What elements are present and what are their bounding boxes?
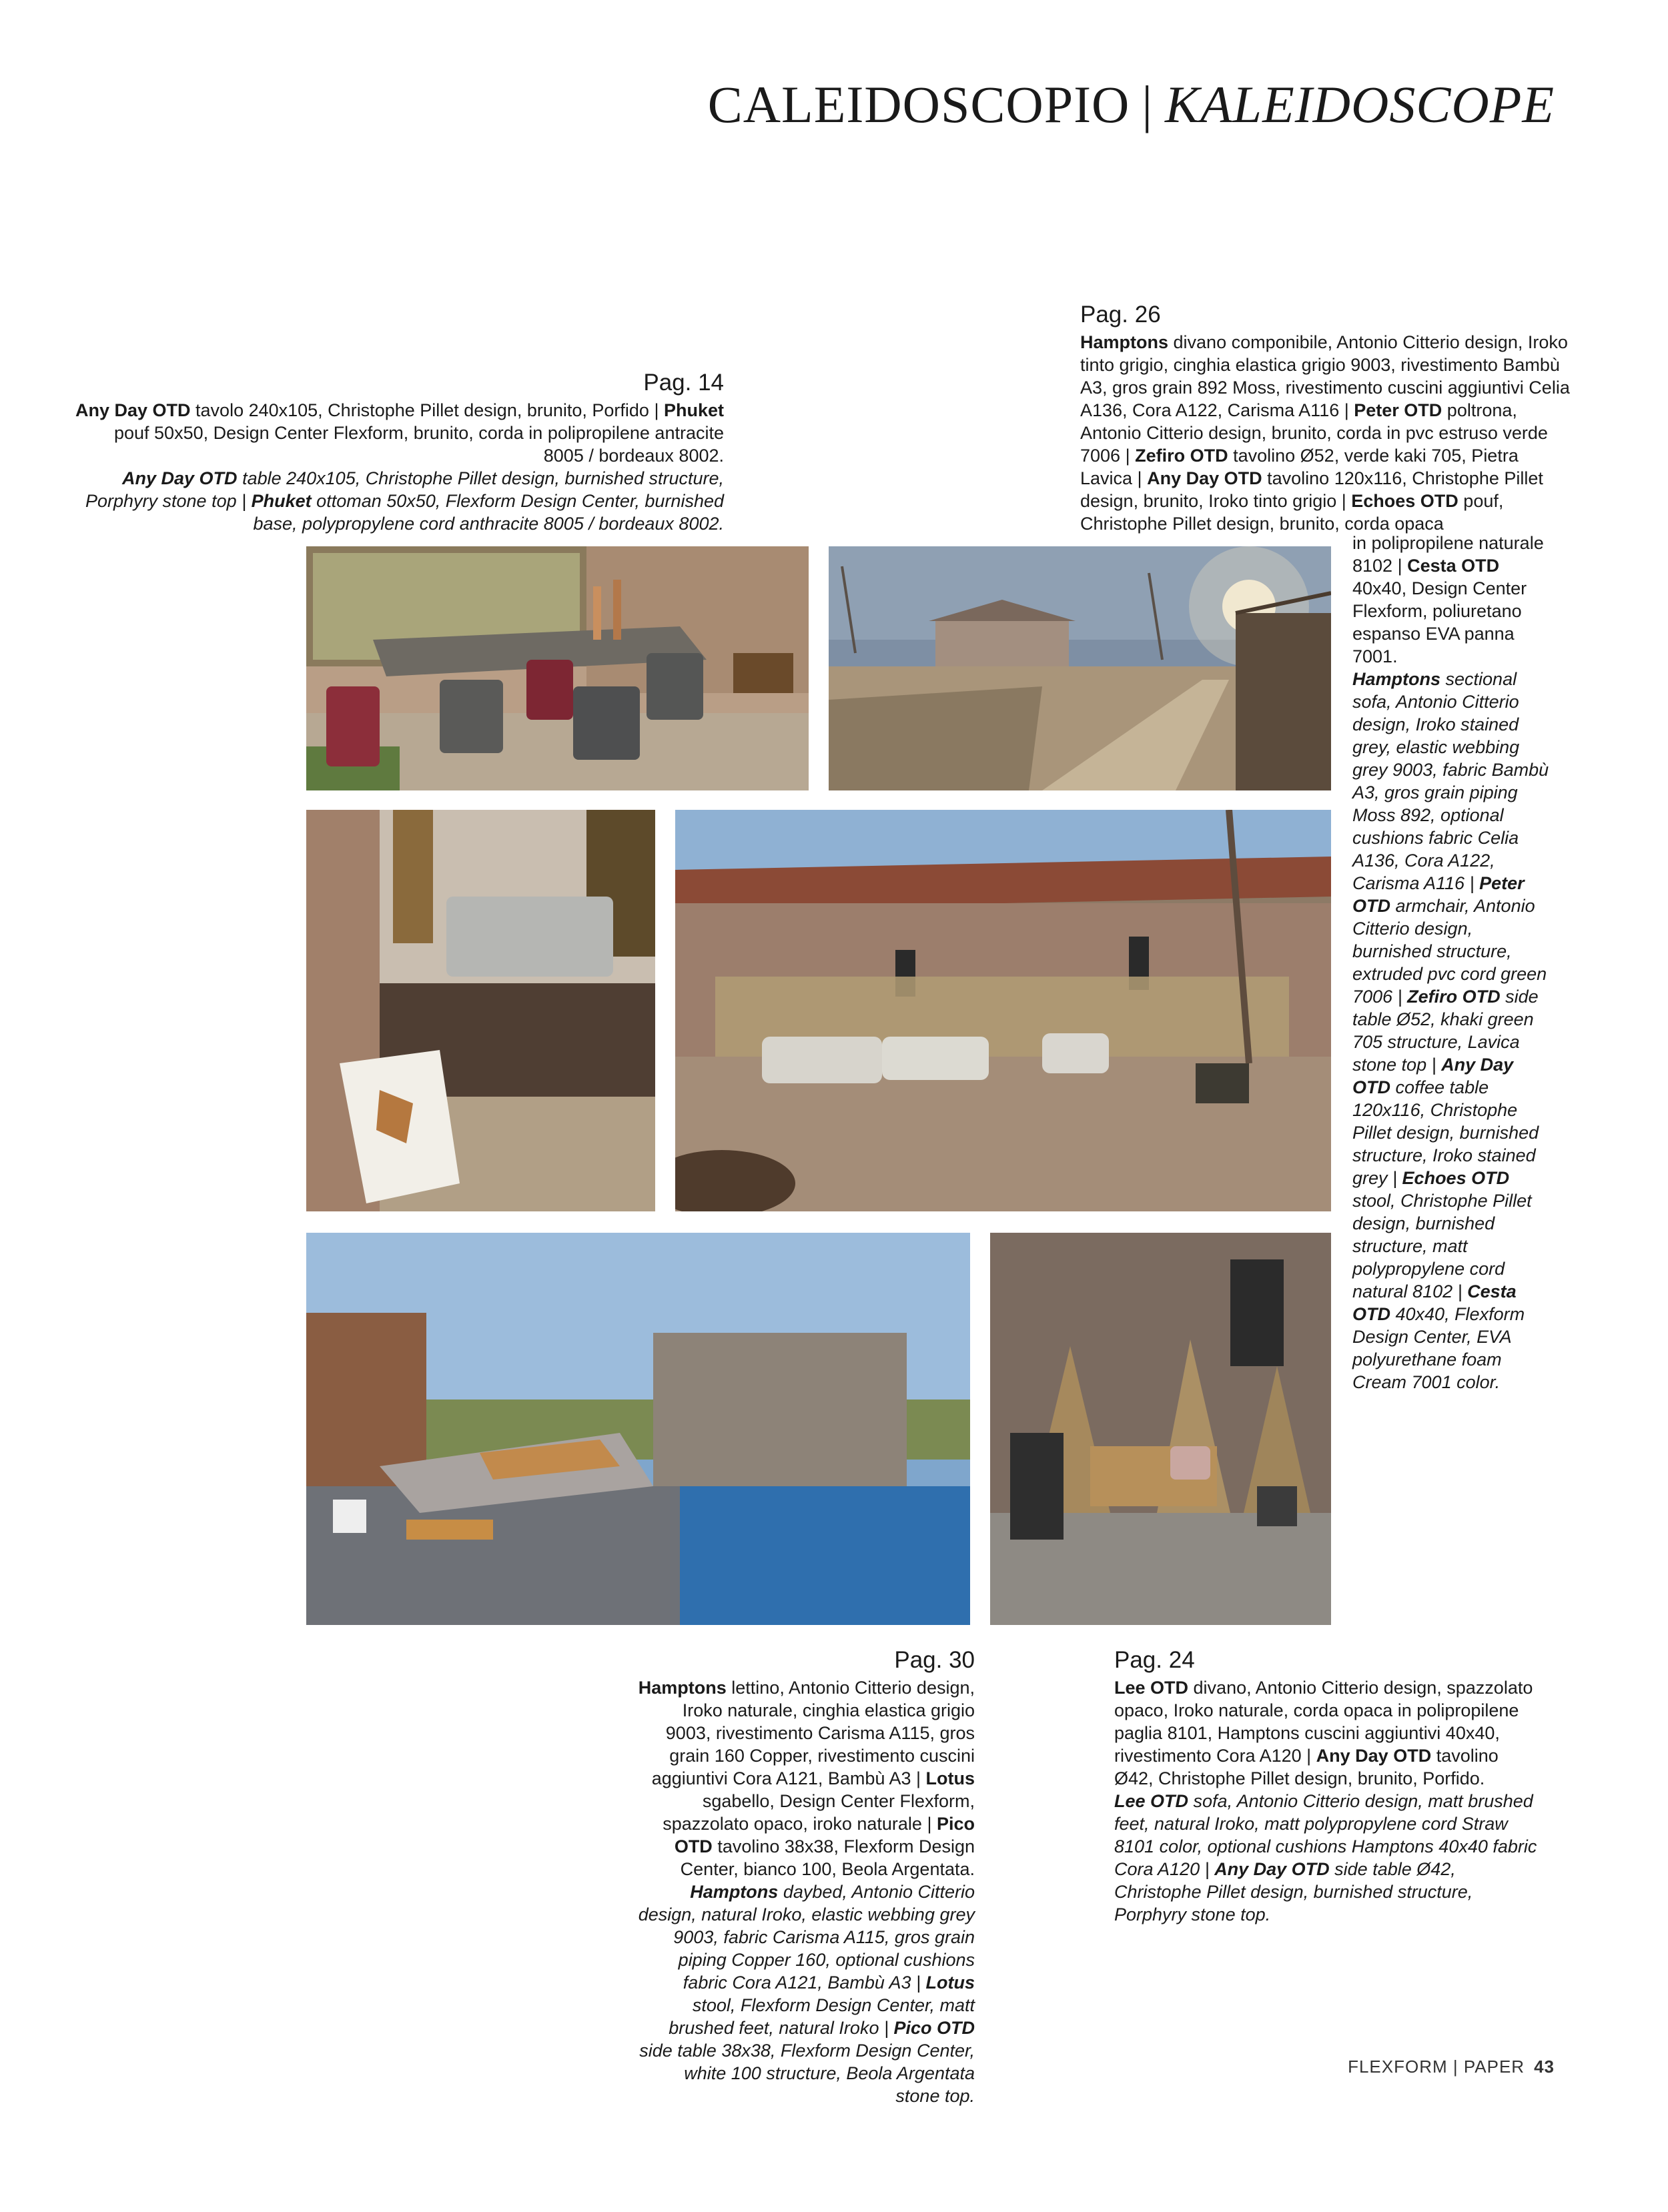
photo-interior-leaf-poster (306, 810, 655, 1211)
product-name: Any Day OTD (1316, 1746, 1432, 1766)
caption-run: 40x40, Design Center Flexform, poliuretano espanso EVA panna 7001. (1352, 578, 1527, 666)
product-name: Peter OTD (1354, 400, 1442, 420)
photo-lee-sofa (990, 1233, 1331, 1625)
caption-run: side table 38x38, Flexform Design Center, white 100 structure, Beola Argentata stone top. (639, 2041, 975, 2106)
product-name: Lee OTD (1114, 1678, 1189, 1698)
product-name: Hamptons (690, 1882, 779, 1902)
caption-run: divano componibile, Antonio Citterio design, Iroko tinto grigio, cinghia elastica grigio 9003, rivestimento Bambù A3, gros grain 892 Moss, rivestimento cuscini aggiuntivi Celia A136, Cora A122, Carisma A116 | (1080, 332, 1570, 420)
caption-run: pouf, Christophe Pillet design, brunito, corda opaca (1080, 491, 1504, 534)
caption-pag-24 (1114, 1646, 1541, 1926)
caption-run: 40x40, Flexform Design Center, EVA polyurethane foam Cream 7001 color. (1352, 1304, 1525, 1392)
caption-text-english (1114, 1790, 1541, 1926)
caption-run: sofa, Antonio Citterio design, matt brushed feet, natural Iroko, matt polypropylene cord Straw 8101 color, optional cushions Hamptons 40x40 fabric Cora A120 | (1114, 1791, 1537, 1879)
product-name: Phuket (251, 491, 312, 511)
footer-brand: FLEXFORM | PAPER (1348, 2057, 1525, 2077)
caption-run: in polipropilene naturale 8102 | (1352, 533, 1544, 576)
page-ref: Pag. 24 (1114, 1647, 1195, 1673)
caption-run: stool, Christophe Pillet design, burnished structure, matt polypropylene cord natural 8102 | (1352, 1191, 1532, 1301)
product-name: Cesta OTD (1407, 556, 1500, 576)
product-name: Zefiro OTD (1135, 446, 1228, 466)
product-name: Any Day OTD (75, 400, 191, 420)
product-name: Phuket (663, 400, 724, 420)
product-name: Hamptons (638, 1678, 727, 1698)
product-name: Any Day OTD (1214, 1859, 1330, 1879)
page-ref: Pag. 30 (894, 1647, 975, 1673)
title-italian: CALEIDOSCOPIO (707, 75, 1130, 133)
caption-run: tavolino Ø42, Christophe Pillet design, brunito, Porfido. (1114, 1746, 1499, 1788)
caption-run: sectional sofa, Antonio Citterio design, Iroko stained grey, elastic webbing grey 9003, fabric Bambù A3, gros grain piping Moss 892, optional cushions fabric Celia A136, Cora A122, Carisma A116 | (1352, 669, 1549, 893)
photo-hamptons-daybeds-pool (306, 1233, 970, 1625)
caption-run: divano, Antonio Citterio design, spazzolato opaco, Iroko naturale, corda opaca in polipropilene paglia 8101, Hamptons cuscini aggiuntivi 40x40, rivestimento Cora A120 | (1114, 1678, 1533, 1766)
caption-run: armchair, Antonio Citterio design, burnished structure, extruded pvc cord green 7006 | (1352, 896, 1547, 1007)
photo-hamptons-courtyard (675, 810, 1331, 1211)
page-ref: Pag. 14 (643, 370, 724, 396)
product-name: Echoes OTD (1351, 491, 1458, 511)
product-name: Any Day OTD (1147, 468, 1262, 488)
caption-text-italian (637, 1676, 975, 1880)
product-name: Lotus (925, 1768, 975, 1788)
caption-run: lettino, Antonio Citterio design, Iroko naturale, cinghia elastica grigio 9003, rivestimento Carisma A115, gros grain 160 Copper, rivestimento cuscini aggiuntivi Cora A121, Bambù A3 | (651, 1678, 975, 1788)
product-name: Pico OTD (674, 1814, 975, 1856)
caption-run: tavolino Ø52, verde kaki 705, Pietra Lavica | (1080, 446, 1519, 488)
caption-run: daybed, Antonio Citterio design, natural Iroko, elastic webbing grey 9003, fabric Carisma A115, gros grain piping Copper 160, optional cushions fabric Cora A121, Bambù A3 | (638, 1882, 975, 1993)
caption-text-italian (1114, 1676, 1541, 1790)
caption-text-italian-cont (1352, 532, 1553, 668)
product-name: Any Day OTD (122, 468, 238, 488)
caption-pag-30 (637, 1646, 975, 2107)
caption-run: side table Ø52, khaki green 705 structure, Lavica stone top | (1352, 987, 1539, 1075)
page-title (708, 75, 1555, 135)
product-name: Lotus (925, 1973, 975, 1993)
caption-text-italian (1080, 331, 1574, 535)
page-footer (1348, 2057, 1555, 2077)
caption-run: coffee table 120x116, Christophe Pillet design, burnished structure, Iroko stained grey | (1352, 1077, 1539, 1188)
page-ref: Pag. 26 (1080, 302, 1161, 328)
caption-run: poltrona, Antonio Citterio design, brunito, corda in pvc estruso verde 7006 | (1080, 400, 1548, 466)
product-name: Zefiro OTD (1407, 987, 1501, 1007)
product-name: Lee OTD (1114, 1791, 1189, 1811)
caption-run: sgabello, Design Center Flexform, spazzolato opaco, iroko naturale | (663, 1791, 975, 1834)
caption-text-english (73, 467, 724, 535)
caption-run: table 240x105, Christophe Pillet design, burnished structure, Porphyry stone top | (85, 468, 724, 511)
photo-any-day-table-phuket-pouf (306, 546, 809, 790)
caption-run: tavolo 240x105, Christophe Pillet design, brunito, Porfido | (190, 400, 664, 420)
product-name: Pico OTD (893, 2018, 975, 2038)
caption-text-english (1352, 668, 1553, 1394)
caption-run: stool, Flexform Design Center, matt brushed feet, natural Iroko | (669, 1995, 975, 2038)
caption-run: ottoman 50x50, Flexform Design Center, burnished base, polypropylene cord anthracite 8005 / bordeaux 8002. (253, 491, 724, 534)
caption-run: pouf 50x50, Design Center Flexform, brunito, corda in polipropilene antracite 8005 / bordeaux 8002. (113, 423, 724, 466)
caption-run: tavolino 120x116, Christophe Pillet design, brunito, Iroko tinto grigio | (1080, 468, 1543, 511)
product-name: Cesta OTD (1352, 1281, 1517, 1324)
product-name: Any Day OTD (1352, 1055, 1514, 1097)
page-number: 43 (1534, 2057, 1555, 2077)
caption-pag-14 (73, 368, 724, 535)
caption-text-english (637, 1880, 975, 2107)
product-name: Hamptons (1080, 332, 1169, 352)
caption-run: tavolino 38x38, Flexform Design Center, bianco 100, Beola Argentata. (680, 1836, 975, 1879)
product-name: Peter OTD (1352, 873, 1525, 916)
title-english: KALEIDOSCOPE (1165, 75, 1555, 133)
product-name: Echoes OTD (1402, 1168, 1510, 1188)
caption-text-italian (73, 399, 724, 467)
caption-run: side table Ø42, Christophe Pillet design, burnished structure, Porphyry stone top. (1114, 1859, 1473, 1924)
caption-pag-26-column (1352, 532, 1553, 1394)
caption-pag-26 (1080, 300, 1574, 535)
photo-country-road-sunrise (829, 546, 1331, 790)
product-name: Hamptons (1352, 669, 1441, 689)
title-separator: | (1142, 75, 1154, 133)
